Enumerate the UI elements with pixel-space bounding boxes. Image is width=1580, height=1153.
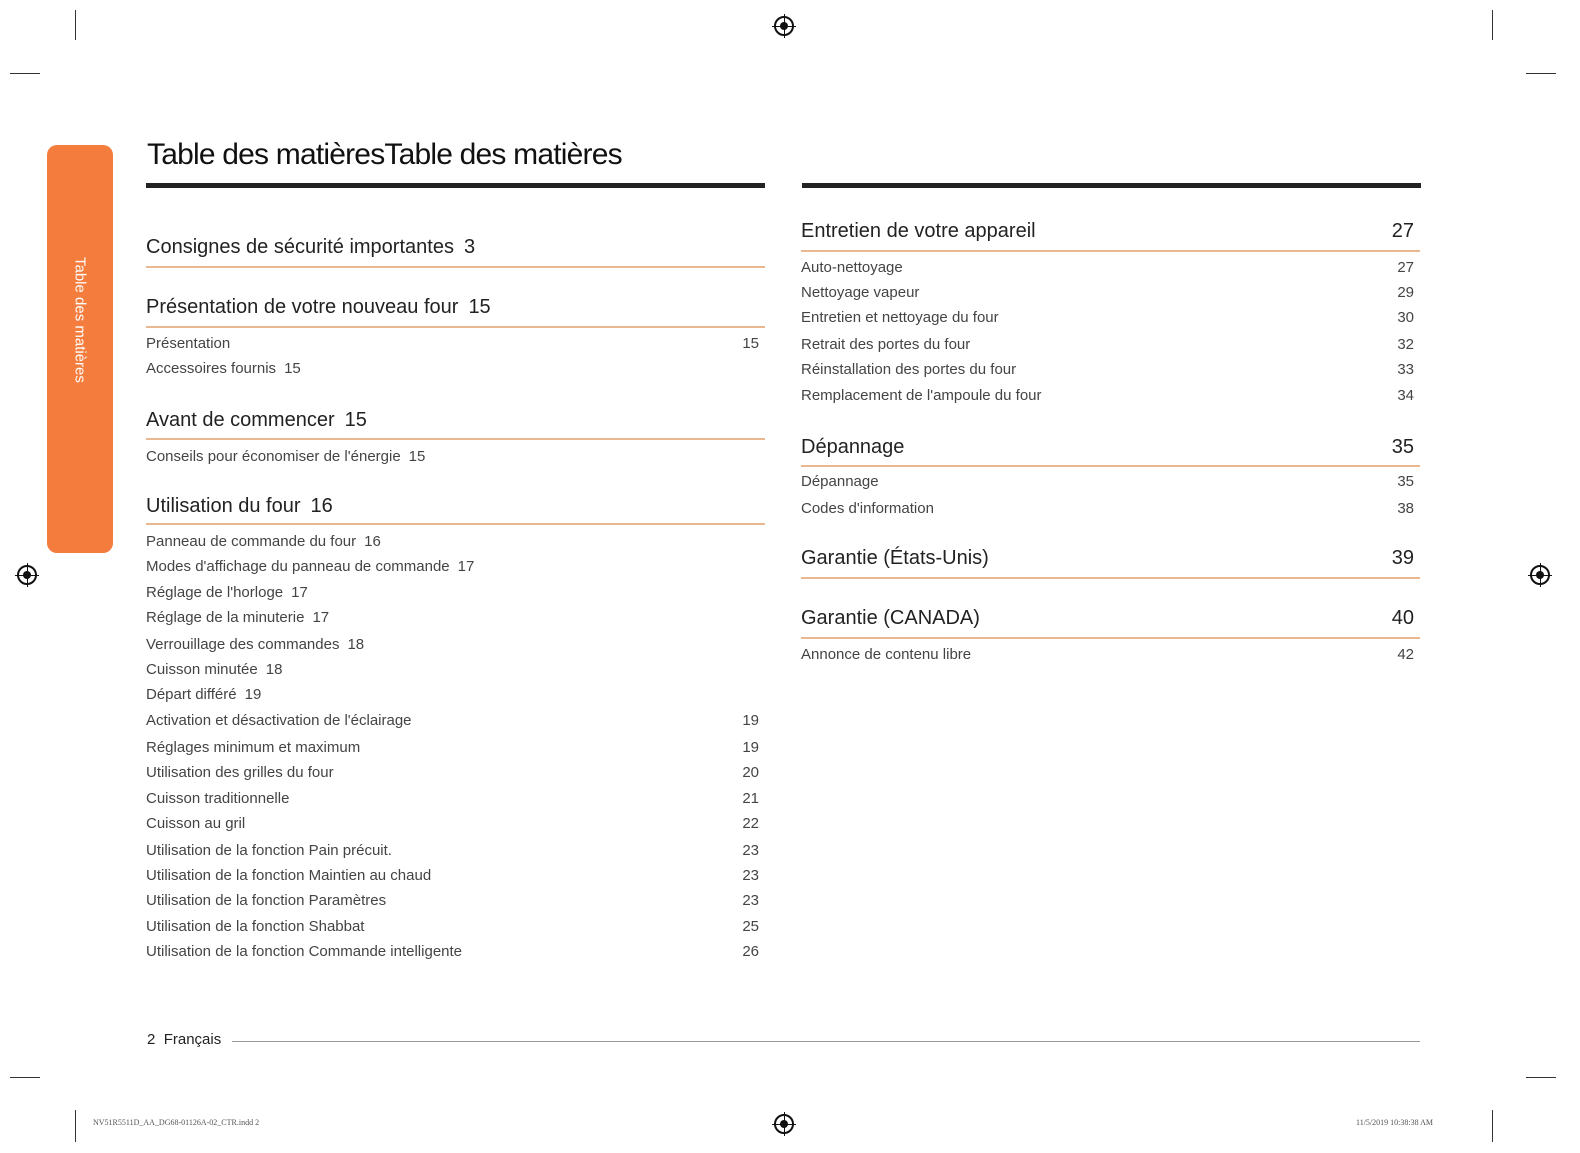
slug-timestamp: 11/5/2019 10:38:38 AM bbox=[1356, 1118, 1434, 1127]
toc-entry-page: 17 bbox=[457, 558, 475, 575]
toc-entry-label: Conseils pour économiser de l'énergie bbox=[146, 448, 401, 465]
section-rule bbox=[801, 577, 1420, 579]
section-rule bbox=[801, 250, 1420, 252]
toc-entry-label: Annonce de contenu libre bbox=[801, 646, 972, 663]
toc-entry[interactable] bbox=[146, 584, 308, 601]
toc-entry-label: Utilisation de la fonction Pain précuit. bbox=[146, 842, 392, 859]
title-rule-right bbox=[802, 183, 1421, 188]
toc-section[interactable] bbox=[146, 236, 475, 259]
section-rule bbox=[801, 637, 1420, 639]
toc-entry-page: 18 bbox=[265, 661, 283, 678]
toc-entry-page: 27 bbox=[1397, 259, 1414, 276]
toc-entry-label: Remplacement de l'ampoule du four bbox=[801, 387, 1042, 404]
toc-entry-page: 16 bbox=[364, 533, 381, 550]
crop-mark bbox=[10, 1077, 40, 1078]
toc-entry-page: 20 bbox=[742, 764, 759, 781]
toc-section-page: 15 bbox=[344, 409, 367, 431]
toc-section-page: 40 bbox=[1391, 607, 1414, 629]
toc-entry[interactable] bbox=[146, 712, 759, 729]
toc-entry-label: Modes d'affichage du panneau de commande bbox=[146, 558, 450, 575]
toc-entry-page: 35 bbox=[1397, 473, 1414, 490]
toc-entry-page: 15 bbox=[284, 360, 301, 377]
crop-mark bbox=[75, 10, 76, 40]
toc-entry-page: 19 bbox=[742, 739, 759, 756]
toc-entry[interactable] bbox=[146, 335, 759, 352]
registration-mark-icon bbox=[1530, 565, 1550, 585]
section-rule bbox=[146, 438, 765, 440]
toc-entry[interactable] bbox=[146, 867, 759, 884]
footer-rule bbox=[232, 1041, 1420, 1042]
toc-entry-page: 17 bbox=[312, 609, 330, 626]
toc-section[interactable] bbox=[801, 436, 1414, 459]
toc-entry-page: 29 bbox=[1397, 284, 1414, 301]
toc-entry-page: 17 bbox=[291, 584, 308, 601]
toc-entry[interactable] bbox=[801, 259, 1414, 276]
toc-entry-label: Auto-nettoyage bbox=[801, 259, 903, 276]
footer-page-number: 2 bbox=[147, 1031, 156, 1048]
toc-entry-page: 42 bbox=[1397, 646, 1414, 663]
toc-entry[interactable] bbox=[146, 892, 759, 909]
crop-mark bbox=[75, 1110, 76, 1142]
toc-entry[interactable] bbox=[146, 815, 759, 832]
toc-section-page: 16 bbox=[310, 495, 333, 517]
toc-entry-page: 23 bbox=[742, 842, 759, 859]
toc-entry[interactable] bbox=[146, 764, 759, 781]
toc-entry[interactable] bbox=[801, 646, 1414, 663]
toc-section-title: Garantie (CANADA) bbox=[801, 607, 980, 629]
toc-section-page: 39 bbox=[1391, 547, 1414, 569]
toc-entry-label: Réinstallation des portes du four bbox=[801, 361, 1017, 378]
toc-section-title: Utilisation du four bbox=[146, 495, 301, 517]
toc-entry[interactable] bbox=[801, 361, 1414, 378]
section-rule bbox=[146, 266, 765, 268]
toc-entry-label: Départ différé bbox=[146, 686, 237, 703]
toc-entry-page: 22 bbox=[742, 815, 759, 832]
toc-section-page: 3 bbox=[463, 236, 476, 258]
toc-section[interactable] bbox=[801, 220, 1414, 243]
toc-entry[interactable] bbox=[146, 790, 759, 807]
toc-entry[interactable] bbox=[146, 558, 474, 575]
crop-mark bbox=[10, 73, 40, 74]
toc-entry[interactable] bbox=[146, 448, 425, 465]
toc-entry-page: 23 bbox=[742, 867, 759, 884]
toc-entry[interactable] bbox=[801, 284, 1414, 301]
toc-entry[interactable] bbox=[146, 943, 759, 960]
toc-entry[interactable] bbox=[146, 842, 759, 859]
toc-section[interactable] bbox=[146, 296, 491, 319]
page-footer bbox=[147, 1031, 221, 1048]
section-rule bbox=[801, 465, 1420, 467]
toc-entry-label: Activation et désactivation de l'éclairage bbox=[146, 712, 412, 729]
toc-entry-label: Réglage de l'horloge bbox=[146, 584, 284, 601]
toc-entry-label: Entretien et nettoyage du four bbox=[801, 309, 999, 326]
toc-entry-page: 23 bbox=[742, 892, 759, 909]
toc-entry[interactable] bbox=[146, 661, 282, 678]
toc-entry[interactable] bbox=[801, 387, 1414, 404]
crop-mark bbox=[1492, 1110, 1493, 1142]
toc-entry-label: Dépannage bbox=[801, 473, 879, 490]
side-tab-label: Table des matières bbox=[71, 257, 89, 383]
toc-section-page: 35 bbox=[1391, 436, 1414, 458]
toc-entry[interactable] bbox=[801, 473, 1414, 490]
toc-entry-label: Retrait des portes du four bbox=[801, 336, 971, 353]
toc-entry[interactable] bbox=[146, 739, 759, 756]
crop-mark bbox=[1492, 10, 1493, 40]
crop-mark bbox=[1526, 1077, 1556, 1078]
toc-section-title: Dépannage bbox=[801, 436, 905, 458]
toc-entry-label: Codes d'information bbox=[801, 500, 934, 517]
toc-entry-label: Utilisation de la fonction Commande intelligente bbox=[146, 943, 463, 960]
slug-file: NV51R5511D_AA_DG68-01126A-02_CTR.indd 2 bbox=[93, 1118, 260, 1127]
toc-entry[interactable] bbox=[146, 533, 381, 550]
section-rule bbox=[146, 523, 765, 525]
toc-section-title: Garantie (États-Unis) bbox=[801, 547, 989, 569]
toc-section-page: 15 bbox=[468, 296, 491, 318]
toc-entry[interactable] bbox=[146, 360, 301, 377]
toc-entry-label: Panneau de commande du four bbox=[146, 533, 357, 550]
toc-entry-label: Utilisation de la fonction Shabbat bbox=[146, 918, 365, 935]
toc-entry-label: Cuisson traditionnelle bbox=[146, 790, 290, 807]
toc-entry[interactable] bbox=[801, 336, 1414, 353]
toc-entry-page: 33 bbox=[1397, 361, 1414, 378]
toc-entry-page: 38 bbox=[1397, 500, 1414, 517]
toc-entry[interactable] bbox=[146, 686, 261, 703]
toc-entry-page: 18 bbox=[347, 636, 365, 653]
toc-section[interactable] bbox=[146, 409, 367, 432]
registration-mark-icon bbox=[774, 16, 794, 36]
toc-entry-label: Cuisson au gril bbox=[146, 815, 246, 832]
toc-entry-label: Utilisation des grilles du four bbox=[146, 764, 334, 781]
toc-entry-label: Présentation bbox=[146, 335, 231, 352]
toc-entry-page: 34 bbox=[1397, 387, 1414, 404]
toc-section-title: Consignes de sécurité importantes bbox=[146, 236, 454, 258]
title-rule-left bbox=[146, 183, 765, 188]
toc-section-page: 27 bbox=[1391, 220, 1414, 242]
toc-entry-label: Réglage de la minuterie bbox=[146, 609, 305, 626]
toc-section-title: Entretien de votre appareil bbox=[801, 220, 1036, 242]
section-rule bbox=[146, 326, 765, 328]
toc-entry-label: Utilisation de la fonction Maintien au chaud bbox=[146, 867, 432, 884]
toc-section-title: Avant de commencer bbox=[146, 409, 335, 431]
footer-language: Français bbox=[163, 1031, 222, 1048]
page-title: Table des matièresTable des matières bbox=[147, 138, 622, 171]
registration-mark-icon bbox=[774, 1114, 794, 1134]
toc-entry-page: 32 bbox=[1397, 336, 1414, 353]
toc-entry-label: Cuisson minutée bbox=[146, 661, 258, 678]
toc-section[interactable] bbox=[801, 607, 1414, 630]
toc-entry-page: 19 bbox=[742, 712, 759, 729]
side-tab bbox=[47, 145, 113, 553]
toc-entry-label: Nettoyage vapeur bbox=[801, 284, 920, 301]
toc-entry[interactable] bbox=[146, 609, 329, 626]
toc-entry-label: Utilisation de la fonction Paramètres bbox=[146, 892, 387, 909]
toc-entry-page: 19 bbox=[244, 686, 262, 703]
toc-entry-page: 21 bbox=[742, 790, 759, 807]
toc-entry-label: Verrouillage des commandes bbox=[146, 636, 340, 653]
toc-entry-page: 30 bbox=[1397, 309, 1414, 326]
crop-mark bbox=[1526, 73, 1556, 74]
toc-entry-label: Réglages minimum et maximum bbox=[146, 739, 361, 756]
toc-entry[interactable] bbox=[801, 500, 1414, 517]
registration-mark-icon bbox=[17, 565, 37, 585]
toc-section[interactable] bbox=[146, 495, 333, 518]
toc-section[interactable] bbox=[801, 547, 1414, 570]
toc-entry[interactable] bbox=[146, 918, 759, 935]
toc-entry-page: 15 bbox=[408, 448, 426, 465]
toc-entry[interactable] bbox=[801, 309, 1414, 326]
toc-entry-label: Accessoires fournis bbox=[146, 360, 277, 377]
toc-entry[interactable] bbox=[146, 636, 364, 653]
toc-section-title: Présentation de votre nouveau four bbox=[146, 296, 459, 318]
toc-entry-page: 15 bbox=[742, 335, 759, 352]
toc-entry-page: 25 bbox=[742, 918, 759, 935]
toc-entry-page: 26 bbox=[742, 943, 759, 960]
